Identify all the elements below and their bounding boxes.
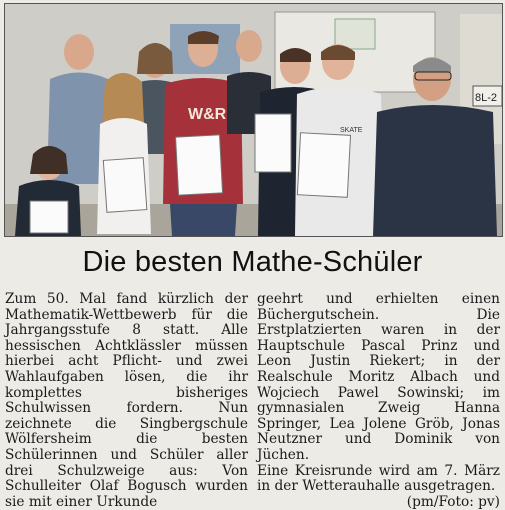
article-column-1 [5, 291, 248, 510]
photo-illustration [5, 4, 502, 236]
article-body [5, 291, 500, 510]
photo-credit: (pm/Foto: pv) [406, 493, 500, 510]
article-headline: Die besten Mathe-Schüler [82, 246, 423, 278]
hoodie-print: SKATE [340, 127, 363, 134]
shirt-print: W&R [188, 106, 227, 123]
article-column-2 [257, 291, 500, 510]
article-paragraph: Zum 50. Mal fand kürzlich der Mathematik-Wettbewerb für die Jahrgangsstufe 8 statt. Alle hessischen Achtklässler müssen hierbei acht Pflicht- und zwei Wahlaufgaben lösen, die ihr komplettes bisheriges Schulwissen fordern. Nun zeichnete die Singbergschule Wölfersheim die besten Schülerinnen und Schüler aller drei Schulzweige aus: Von Schulleiter Olaf Bogusch wurden sie mit einer Urkunde [5, 291, 248, 510]
board-label: 8L-2 [475, 92, 498, 104]
article-paragraph: geehrt und erhielten einen Büchergutschein. Die Erstplatzierten waren in der Hauptschule Pascal Prinz und Leon Justin Riekert; in der Realschule Moritz Albach und Wojciech Pawel Sowinski; im gymnasialen Zweig Hanna Springer, Lea Jolene Gröb, Jonas Neutzner und Dominik von Jüchen. [257, 291, 500, 463]
group-photo [4, 3, 503, 237]
article-paragraph: Eine Kreisrunde wird am 7. März in der Wetterauhalle ausgetragen. [257, 462, 500, 495]
